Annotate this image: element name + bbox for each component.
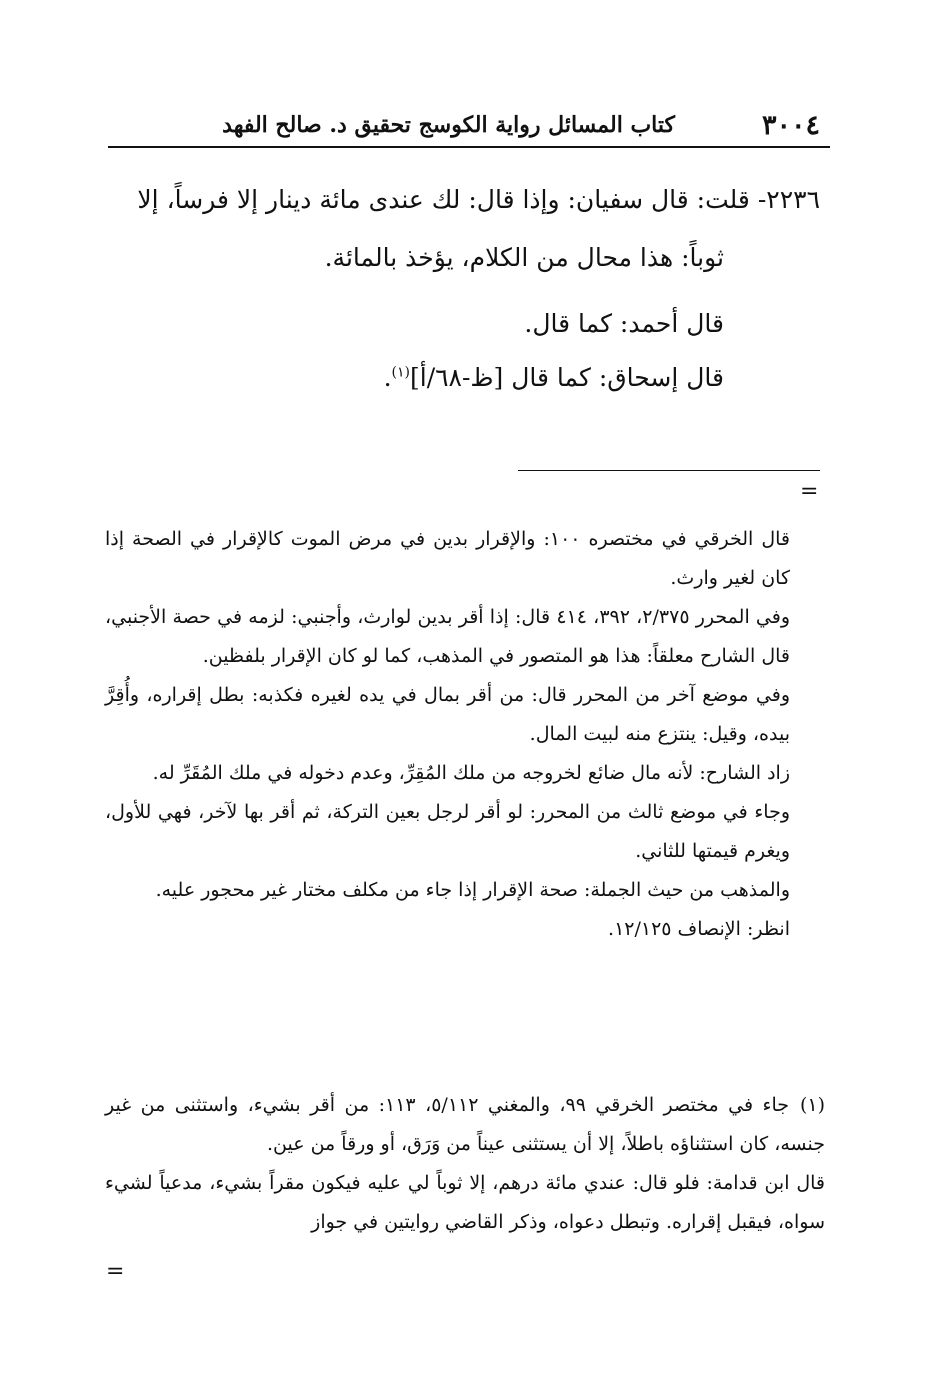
note-paragraph: وفي المحرر ٢/٣٧٥، ٣٩٢، ٤١٤ قال: إذا أقر بدين لوارث، وأجنبي: لزمه في حصة الأجنبي، قال الشارح معلقاً: هذا هو المتصور في المذهب، كما لو كان الإقرار بلفظين. [105,606,791,667]
footnote-1-paragraph-1 [105,1086,825,1164]
continuation-mark: = [800,479,819,504]
entry-line-4-text: قال إسحاق: كما قال [ظ-٦٨/أ] [410,363,724,392]
header-rule [108,146,830,148]
footnote-1 [105,1086,825,1242]
footnote-1-paragraph-2: قال ابن قدامة: فلو قال: عندي مائة درهم، إلا ثوباً لي عليه فيكون مقراً بشيء، مدعياً لشيء سواه، فيقبل إقراره. وتبطل دعواه، وذكر القاضي روايتين في جواز [105,1172,825,1233]
footnote-1-number: (١) [799,1094,826,1116]
page-header [108,108,830,148]
note-paragraph: والمذهب من حيث الجملة: صحة الإقرار إذا جاء من مكلف مختار غير محجور عليه. [155,879,790,901]
running-title: كتاب المسائل رواية الكوسج تحقيق د. صالح الفهد [222,112,675,138]
footnote-separator [518,470,820,471]
footnote-1-text: جاء في مختصر الخرقي ٩٩، والمغني ٥/١١٢، ١١٣: من أقر بشيء، واستثنى من غير جنسه، كان استثناؤه باطلاً، إلا أن يستثنى عيناً من وَرَق، أو ورقاً من عين. [105,1094,825,1155]
page-number: ٣٠٠٤ [761,110,820,141]
note-paragraph: قال الخرقي في مختصره ١٠٠: والإقرار بدين في مرض الموت كالإقرار في الصحة إذا كان لغير وارث. [105,528,790,589]
entry-line-3: قال أحمد: كما قال. [524,309,724,338]
entry-line-4-end: . [383,363,392,392]
footnote-reference: (١) [391,364,410,381]
entry-line-1: ٢٢٣٦- قلت: قال سفيان: وإذا قال: لك عندى مائة دينار إلا فرساً، إلا [137,185,820,214]
note-paragraph: وجاء في موضع ثالث من المحرر: لو أقر لرجل بعين التركة، ثم أقر بها لآخر، فهي للأول، ويغرم قيمتها للثاني. [105,801,790,862]
continued-footnotes [105,520,790,949]
entry-line-2: ثوباً: هذا محال من الكلام، يؤخذ بالمائة. [324,243,724,272]
note-paragraph: انظر: الإنصاف ١٢/١٢٥. [608,918,790,940]
note-paragraph: وفي موضع آخر من المحرر قال: من أقر بمال في يده لغيره فكذبه: بطل إقراره، وأُقِرَّ بيده، وقيل: ينتزع منه لبيت المال. [105,684,790,745]
continues-next-page-mark: = [106,1259,125,1284]
note-paragraph: زاد الشارح: لأنه مال ضائع لخروجه من ملك المُقِرِّ، وعدم دخوله في ملك المُقَرِّ له. [152,762,790,784]
entry-line-4 [384,363,724,392]
